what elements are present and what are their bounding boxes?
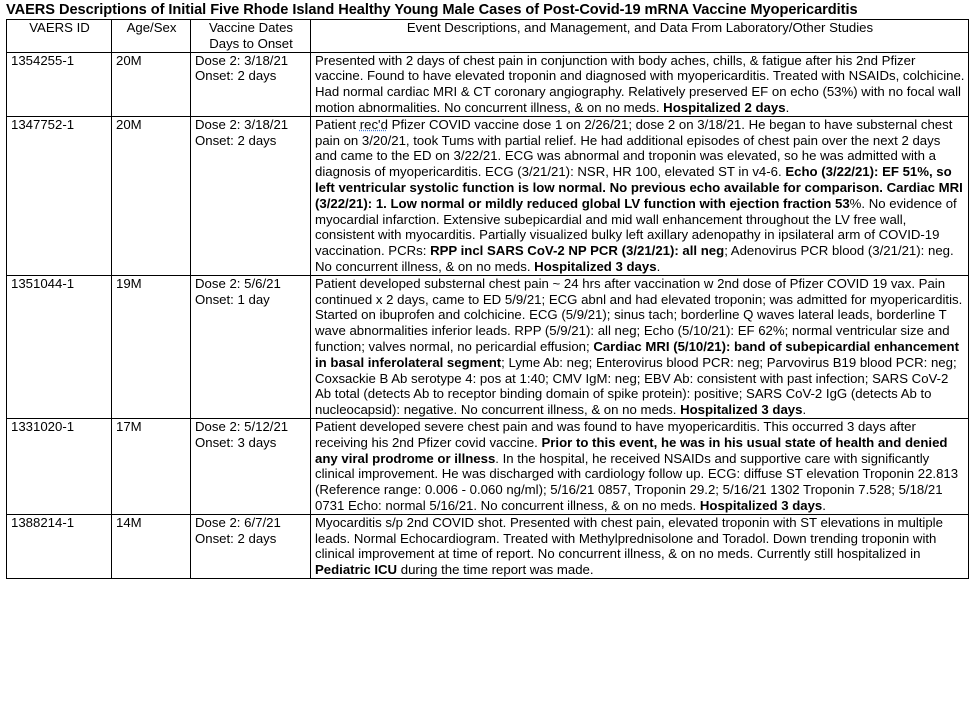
event-description-cell — [311, 52, 969, 116]
header-event-descriptions: Event Descriptions, and Management, and Data From Laboratory/Other Studies — [311, 20, 969, 53]
text-segment: Presented with 2 days of chest pain in conjunction with body aches, chills, & fatigue after his 2nd Pfizer vaccine. Found to have elevated troponin and diagnosed with myopericarditis. Treated with NSAIDs, colchicine. Had normal cardiac MRI & CT coronary angiography. Relatively preserved EF on echo (53%) with no focal wall motion abnormalities. No concurrent illness, & on no meds. — [315, 52, 965, 115]
bold-text-segment: Prior to this event, he was in his usual state of health and denied any viral prodrome or illness — [315, 434, 948, 466]
onset-days: Onset: 2 days — [195, 132, 277, 148]
text-segment: Myocarditis s/p 2nd COVID shot. Presented with chest pain, elevated troponin with ST elevations in multiple leads. Normal Echocardiogram. Treated with Methylprednisolone and Toradol. Down trending troponin with clinical improvement at time of report. No concurrent illness, & on no meds. Currently still hospitalized in — [315, 514, 943, 562]
vaers-id-cell: 1388214-1 — [7, 514, 112, 578]
age-sex-cell: 17M — [112, 418, 191, 514]
vaccine-dates-cell — [191, 275, 311, 418]
bold-text-segment: RPP incl SARS CoV-2 NP PCR (3/21/21): all neg — [430, 243, 725, 259]
bold-text-segment: Hospitalized 2 days — [663, 99, 786, 115]
text-segment: Patient developed severe chest pain and was found to have myopericarditis. This occurred 3 days after receiving his 2nd Pfizer covid vaccine. — [315, 418, 916, 450]
text-segment: %. No evidence of myocardial infarction. Extensive subepicardial and mid wall enhancement throughout the LV free wall, consistent with myocarditis. Partially visualized bulky left axillary adenopathy in ipsilateral arm of COVID-19 vaccination. PCRs: — [315, 195, 957, 259]
age-sex-cell: 20M — [112, 116, 191, 275]
vaers-id-cell: 1347752-1 — [7, 116, 112, 275]
table-row — [7, 116, 969, 275]
dose-date: Dose 2: 3/18/21 — [195, 116, 289, 132]
table-row — [7, 275, 969, 418]
onset-days: Onset: 3 days — [195, 434, 277, 450]
text-segment: . — [785, 99, 790, 115]
vaers-id-cell: 1351044-1 — [7, 275, 112, 418]
vaers-cases-table — [6, 19, 969, 579]
text-segment: Pfizer COVID vaccine dose 1 on 2/26/21; dose 2 on 3/18/21. He began to have substernal chest pain on 3/20/21, took Tums with partial relief. He had additional episodes of chest pain over the next 2 days and came to the ED on 3/22/21. ECG was abnormal and troponin was elevated, so he was admitted with a diagnosis of myopericarditis. ECG (3/21/21): NSR, HR 100, elevated ST in v4-6. — [315, 116, 953, 180]
header-vaers-id: VAERS ID — [7, 20, 112, 53]
event-description-cell — [311, 116, 969, 275]
age-sex-cell: 14M — [112, 514, 191, 578]
table-row — [7, 514, 969, 578]
vaccine-dates-cell — [191, 418, 311, 514]
bold-text-segment: Hospitalized 3 days — [680, 402, 803, 418]
text-segment: during the time report was made. — [397, 562, 594, 578]
table-body — [7, 52, 969, 578]
vaccine-dates-cell — [191, 52, 311, 116]
text-segment: . — [802, 402, 807, 418]
dose-date: Dose 2: 5/12/21 — [195, 418, 289, 434]
vaers-id-cell: 1331020-1 — [7, 418, 112, 514]
table-header-row — [7, 20, 969, 53]
bold-text-segment: Pediatric ICU — [315, 562, 398, 578]
text-segment: . — [822, 497, 826, 513]
event-description-cell — [311, 514, 969, 578]
text-segment: ; Adenovirus PCR blood (3/21/21): neg. No concurrent illness, & on no meds. — [315, 243, 954, 274]
text-segment: rec'd — [359, 116, 388, 132]
event-description-cell — [311, 275, 969, 418]
header-age-sex: Age/Sex — [112, 20, 191, 53]
age-sex-cell: 20M — [112, 52, 191, 116]
event-description-cell — [311, 418, 969, 514]
age-sex-cell: 19M — [112, 275, 191, 418]
dose-date: Dose 2: 6/7/21 — [195, 514, 281, 530]
bold-text-segment: Hospitalized 3 days — [699, 497, 823, 513]
onset-days: Onset: 2 days — [195, 530, 277, 546]
table-row — [7, 418, 969, 514]
vaers-id-cell: 1354255-1 — [7, 52, 112, 116]
onset-days: Onset: 2 days — [195, 68, 277, 84]
text-segment: Patient developed substernal chest pain ~ 24 hrs after vaccination w 2nd dose of Pfizer COVID 19 vax. Pain continued x 2 days, came to ED 5/9/21; ECG abnl and had elevated troponin; was admitted for myopericarditis. Started on ibuprofen and colchicine. ECG (5/9/21); sinus tach; borderline Q waves lateral leads, borderline T wave abnormalities inferior leads. RPP (5/9/21): all neg; Echo (5/10/21): EF 62%; normal ventricular size and function; valves normal, no pericardial effusion; — [315, 275, 963, 354]
dose-date: Dose 2: 5/6/21 — [195, 275, 281, 291]
onset-days: Onset: 1 day — [195, 291, 270, 307]
text-segment: Patient — [315, 116, 360, 132]
vaccine-dates-cell — [191, 116, 311, 275]
header-vaccine-dates-line2: Days to Onset — [209, 35, 293, 51]
text-segment: . — [656, 258, 661, 274]
bold-text-segment: Cardiac MRI (5/10/21): band of subepicardial enhancement in basal inferolateral segment — [315, 338, 959, 370]
text-segment: . In the hospital, he received NSAIDs and supportive care with significantly clinical improvement. He was discharged with cardiology follow up. ECG: diffuse ST elevation Troponin 22.813 (Reference range: 0.006 - 0.060 ng/ml); 5/16/21 0857, Troponin 29.2; 5/16/21 1302 Troponin 7.528; 5/18/21 0731 Echo: normal 5/16/21. No concurrent illness, & on no meds. — [315, 450, 959, 513]
bold-text-segment: Echo (3/22/21): EF 51%, so left ventricular systolic function is low normal. No previous echo available for comparison. Cardiac MRI (3/22/21): 1. Low normal or mildly reduced global LV function with ejection fraction 53 — [315, 164, 963, 211]
text-segment: ; Lyme Ab: neg; Enterovirus blood PCR: neg; Parvovirus B19 blood PCR: neg; Coxsackie B Ab serotype 4: pos at 1:40; CMV IgM: neg; EBV Ab: consistent with past infection; SARS CoV-2 Ab total (detects Ab to receptor binding domain of spike protein): positive; SARS CoV-2 IgG (detects Ab to nucleocapsid): negative. No concurrent illness, & on no meds. — [315, 354, 957, 418]
document-title: VAERS Descriptions of Initial Five Rhode Island Healthy Young Male Cases of Post-Covid-19 mRNA Vaccine Myopericarditis — [6, 2, 858, 18]
header-vaccine-dates — [191, 20, 311, 53]
header-vaccine-dates-line1: Vaccine Dates — [208, 20, 294, 35]
vaccine-dates-cell — [191, 514, 311, 578]
dose-date: Dose 2: 3/18/21 — [195, 52, 289, 68]
table-row — [7, 52, 969, 116]
bold-text-segment: Hospitalized 3 days — [534, 258, 657, 274]
